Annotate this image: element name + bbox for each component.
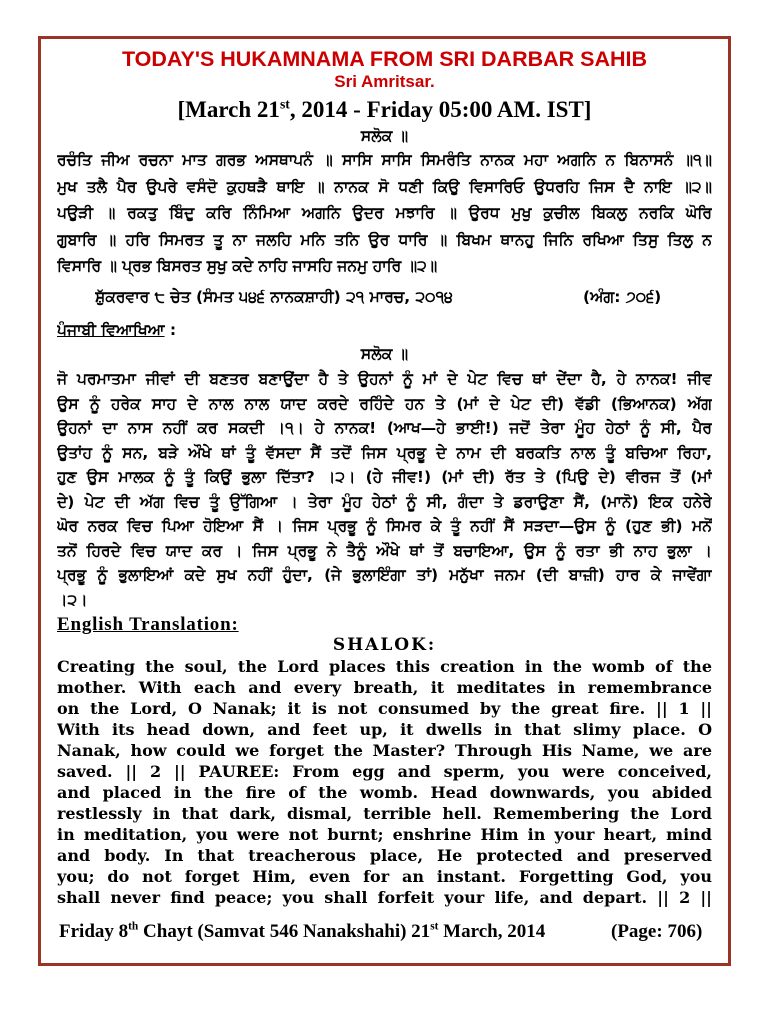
explanation-line: ।੨। [57, 590, 88, 609]
header-date-text: [March 21 [177, 97, 280, 122]
translation-line: Nanak, how could we forget the Master? Through His Name, we are [57, 741, 712, 760]
punjabi-date: ਸ਼ੁੱਕਰਵਾਰ ੮ ਚੇਤ (ਸੰਮਤ ੫੪੬ ਨਾਨਕਸ਼ਾਹੀ) ੨੧ ਮਾਰਚ, ੨੦੧੪ [95, 288, 453, 306]
ang-number: (ਅੰਗ: ੭੦੬) [583, 288, 662, 306]
page-subtitle: Sri Amritsar. [334, 72, 435, 91]
english-heading: SHALOK: [332, 635, 437, 655]
translation-line: restlessly in that dark, dismal, terrible hell. Remembering the Lord [57, 804, 712, 823]
explanation-line: ਤਨੋਂ ਹਿਰਦੇ ਵਿਚ ਯਾਦ ਕਰ । ਜਿਸ ਪ੍ਰਭੂ ਨੇ ਤੈਨੂੰ ਔਖੇ ਥਾਂ ਤੋਂ ਬਚਾਇਆ, ਉਸ ਨੂੰ ਰਤਾ ਭੀ ਨਾਹ ਭੁਲਾ । [57, 541, 712, 560]
translation-line: Creating the soul, the Lord places this creation in the womb of the [57, 657, 712, 676]
gurbani-text [57, 147, 712, 280]
translation-line: With its head down, and feet up, it dwells in that slimy place. O [57, 720, 712, 739]
footer-date-ordinal: st [430, 920, 439, 933]
footer-date-text: March, 2014 [438, 921, 546, 942]
gurbani-line: ਵਿਸਾਰਿ ॥ ਪ੍ਰਭ ਬਿਸਰਤ ਸੁਖੁ ਕਦੇ ਨਾਹਿ ਜਾਸਹਿ ਜਨਮੁ ਹਾਰਿ ॥੨॥ [57, 257, 438, 275]
punjabi-explanation-label-text: ਪੰਜਾਬੀ ਵਿਆਖਿਆ [57, 321, 165, 339]
translation-line: and placed in the fire of the womb. Head downwards, you abided [57, 783, 712, 802]
gurbani-line: ਰਚੰਤਿ ਜੀਅ ਰਚਨਾ ਮਾਤ ਗਰਭ ਅਸਥਾਪਨੰ ॥ ਸਾਸਿ ਸਾਸਿ ਸਿਮਰੰਤਿ ਨਾਨਕ ਮਹਾ ਅਗਨਿ ਨ ਬਿਨਾਸਨੰ ॥੧॥ [57, 151, 712, 169]
explanation-line: ਉਸ ਨੂੰ ਹਰੇਕ ਸਾਹ ਦੇ ਨਾਲ ਨਾਲ ਯਾਦ ਕਰਦੇ ਰਹਿੰਦੇ ਹਨ ਤੇ (ਮਾਂ ਦੇ ਪੇਟ ਦੀ) ਵੱਡੀ (ਭਿਆਨਕ) ਅੱਗ [57, 394, 712, 413]
footer-date-text: Chayt (Samvat 546 Nanakshahi) 21 [138, 921, 431, 942]
footer-date-ordinal: th [128, 920, 139, 933]
explanation-line: ਪ੍ਰਭੂ ਨੂੰ ਭੁਲਾਇਆਂ ਕਦੇ ਸੁਖ ਨਹੀਂ ਹੁੰਦਾ, (ਜੇ ਭੁਲਾਇੰਗਾ ਤਾਂ) ਮਨੁੱਖਾ ਜਨਮ (ਦੀ ਬਾਜ਼ੀ) ਹਾਰ ਕੇ ਜਾਵੇਂਗਾ [57, 566, 712, 584]
explanation-line: ਜੋ ਪਰਮਾਤਮਾ ਜੀਵਾਂ ਦੀ ਬਣਤਰ ਬਣਾਉਂਦਾ ਹੈ ਤੇ ਉਹਨਾਂ ਨੂੰ ਮਾਂ ਦੇ ਪੇਟ ਵਿਚ ਥਾਂ ਦੇਂਦਾ ਹੈ, ਹੇ ਨਾਨਕ! ਜੀਵ [57, 370, 712, 388]
page-title: TODAY'S HUKAMNAMA FROM SRI DARBAR SAHIB [121, 47, 648, 71]
gurbani-heading: ਸਲੋਕ ॥ [360, 127, 409, 145]
punjabi-explanation-text [57, 367, 712, 612]
translation-line: you; do not forget Him, even for an instant. Forgetting God, you [57, 867, 712, 886]
page-number: (Page: 706) [611, 921, 703, 942]
explanation-line: ਉਤਾਂਹ ਨੂੰ ਸਨ, ਬੜੇ ਔਖੇ ਥਾਂ ਤੂੰ ਵੱਸਦਾ ਸੈਂ ਤਦੋਂ ਜਿਸ ਪ੍ਰਭੂ ਦੇ ਨਾਮ ਦੀ ਬਰਕਤਿ ਨਾਲ ਤੂੰ ਬਚਿਆ ਰਿਹਾ, [57, 443, 712, 462]
explanation-line: ਉਹਨਾਂ ਦਾ ਨਾਸ ਨਹੀਂ ਕਰ ਸਕਦੀ ।੧। ਹੇ ਨਾਨਕ! (ਆਖ—ਹੇ ਭਾਈ!) ਜਦੋਂ ਤੇਰਾ ਮੂੰਹ ਹੇਠਾਂ ਨੂੰ ਸੀ, ਪੈਰ [57, 419, 712, 437]
punjabi-explanation-heading: ਸਲੋਕ ॥ [360, 345, 409, 363]
translation-line: on the Lord, O Nanak; it is not consumed by the great fire. || 1 || [57, 699, 712, 718]
translation-line: mother. With each and every breath, it meditates in remembrance [57, 678, 712, 697]
explanation-line: ਦੇ) ਪੇਟ ਦੀ ਅੱਗ ਵਿਚ ਤੂੰ ਉੱਗਿਆ । ਤੇਰਾ ਮੂੰਹ ਹੇਠਾਂ ਨੂੰ ਸੀ, ਗੰਦਾ ਤੇ ਡਰਾਉਣਾ ਸੈਂ, (ਮਾਨੋ) ਇਕ ਹਨੇਰੇ [57, 492, 712, 511]
translation-line: shall never find peace; you shall forfeit your life, and depart. || 2 || [57, 888, 712, 907]
english-translation-text [57, 656, 712, 908]
footer-date [59, 920, 604, 944]
header-date [38, 96, 731, 124]
footer-date-text: Friday 8 [59, 921, 129, 942]
explanation-line: ਹੁਣ ਉਸ ਮਾਲਕ ਨੂੰ ਤੂੰ ਕਿਉਂ ਭੁਲਾ ਦਿੱਤਾ? ।੨। (ਹੇ ਜੀਵ!) (ਮਾਂ ਦੀ) ਰੱਤ ਤੇ (ਪਿਉ ਦੇ) ਵੀਰਜ ਤੋਂ (ਮਾਂ [57, 468, 712, 486]
header-date-ordinal: st [279, 96, 290, 112]
explanation-line: ਘੋਰ ਨਰਕ ਵਿਚ ਪਿਆ ਹੋਇਆ ਸੈਂ । ਜਿਸ ਪ੍ਰਭੂ ਨੂੰ ਸਿਮਰ ਕੇ ਤੂੰ ਨਹੀਂ ਸੈਂ ਸੜਦਾ—ਉਸ ਨੂੰ (ਹੁਣ ਭੀ) ਮਨੋਂ [57, 517, 712, 535]
punjabi-explanation-label [57, 318, 357, 342]
translation-line: and body. In that treacherous place, He protected and preserved [57, 846, 712, 865]
header-date-text: , 2014 - Friday 05:00 AM. IST] [289, 97, 592, 122]
punjabi-explanation-label-colon: : [164, 321, 177, 339]
gurbani-line: ਮੁਖ ਤਲੈ ਪੈਰ ਉਪਰੇ ਵਸੰਦੋ ਕੁਹਥੜੈ ਥਾਇ ॥ ਨਾਨਕ ਸੋ ਧਣੀ ਕਿਉ ਵਿਸਾਰਿਓ ਉਧਰਹਿ ਜਿਸ ਦੈ ਨਾਇ ॥੨॥ [57, 177, 712, 196]
translation-line: saved. || 2 || PAUREE: From egg and sperm, you were conceived, [57, 762, 712, 781]
gurbani-line: ਪਉੜੀ ॥ ਰਕਤੁ ਬਿੰਦੁ ਕਰਿ ਨਿੰਮਿਆ ਅਗਨਿ ਉਦਰ ਮਝਾਰਿ ॥ ਉਰਧ ਮੁਖੁ ਕੁਚੀਲ ਬਿਕਲੁ ਨਰਕਿ ਘੋਰਿ [57, 204, 712, 222]
english-translation-label: English Translation: [57, 614, 239, 635]
translation-line: in meditation, you were not burnt; enshrine Him in your heart, mind [57, 825, 712, 844]
gurbani-line: ਗੁਬਾਰਿ ॥ ਹਰਿ ਸਿਮਰਤ ਤੂ ਨਾ ਜਲਹਿ ਮਨਿ ਤਨਿ ਉਰ ਧਾਰਿ ॥ ਬਿਖਮ ਥਾਨਹੁ ਜਿਨਿ ਰਖਿਆ ਤਿਸੁ ਤਿਲੁ ਨ [57, 230, 712, 249]
